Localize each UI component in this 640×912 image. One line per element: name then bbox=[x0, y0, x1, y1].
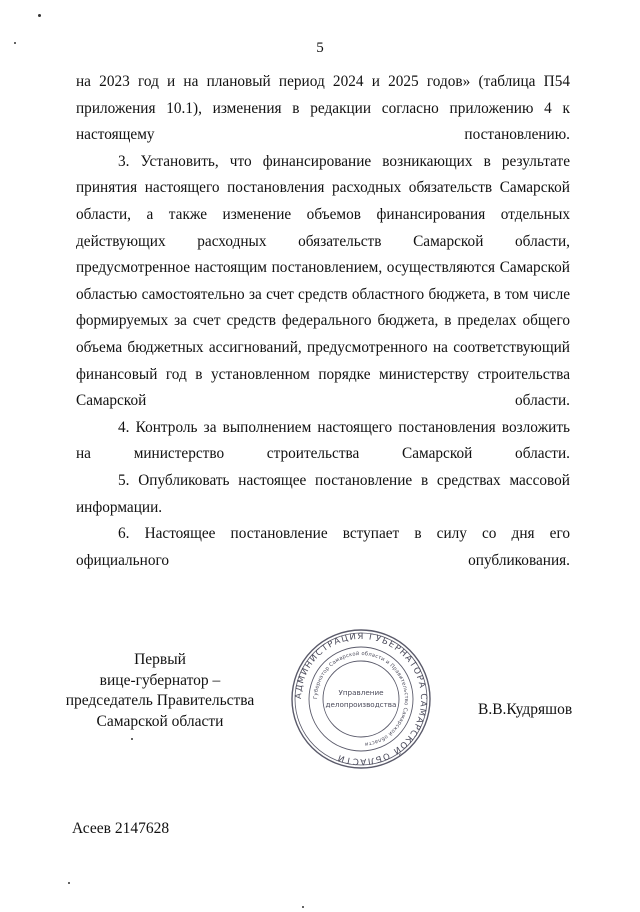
scan-speck bbox=[131, 738, 133, 740]
seal-center-text: делопроизводства bbox=[325, 700, 397, 709]
paragraph-item-6: 6. Настоящее постановление вступает в силу со дня его официального опубликования. bbox=[76, 525, 570, 569]
paragraph-item-3: 3. Установить, что финансирование возникающих в результате принятия настоящего постановления расходных обязательств Самарской области, а также изменение объемов финансирования отдельных действующих расходных обязательств Самарской области, предусмотренное настоящим постановлением, осуществляются Самарской областью самостоятельно за счет средств областного бюджета, в том числе формируемых за счет средств федерального бюджета, в пределах общего объема бюджетных ассигнований, предусмотренного на соответствующий финансовый год в установленном порядке министерству строительства Самарской области. bbox=[76, 152, 570, 410]
paragraph-continuation: на 2023 год и на плановый период 2024 и 2025 годов» (таблица П54 приложения 10.1), изменения в редакции согласно приложению 4 к настоящему постановлению. bbox=[76, 73, 570, 144]
page-number: 5 bbox=[316, 40, 324, 56]
scan-speck bbox=[38, 14, 41, 17]
signatory-title-line: председатель Правительства bbox=[65, 692, 255, 709]
paragraph-item-4: 4. Контроль за выполнением настоящего постановления возложить на министерство строительства Самарской области. bbox=[76, 418, 570, 463]
signatory-title-line: вице-губернатор – bbox=[99, 671, 221, 689]
scan-speck bbox=[68, 882, 70, 884]
paragraph-item-5: 5. Опубликовать настоящее постановление в средствах массовой информации. bbox=[76, 471, 570, 516]
scan-speck bbox=[302, 906, 304, 908]
executor-footer: Асеев 2147628 bbox=[72, 820, 170, 837]
seal-outer-text: АДМИНИСТРАЦИЯ ГУБЕРНАТОРА САМАРСКОЙ ОБЛАСТИ bbox=[293, 631, 429, 767]
signatory-name: В.В.Кудряшов bbox=[478, 701, 573, 718]
body-text bbox=[76, 69, 570, 574]
official-seal bbox=[290, 628, 432, 770]
signatory-title-line: Первый bbox=[134, 651, 186, 668]
signatory-title bbox=[60, 650, 260, 732]
seal-center-text: Управление bbox=[338, 688, 384, 697]
signatory-title-line: Самарской области bbox=[96, 712, 224, 730]
seal-inner-text: Губернатор Самарской области и Правительство Самарской области bbox=[312, 650, 410, 747]
